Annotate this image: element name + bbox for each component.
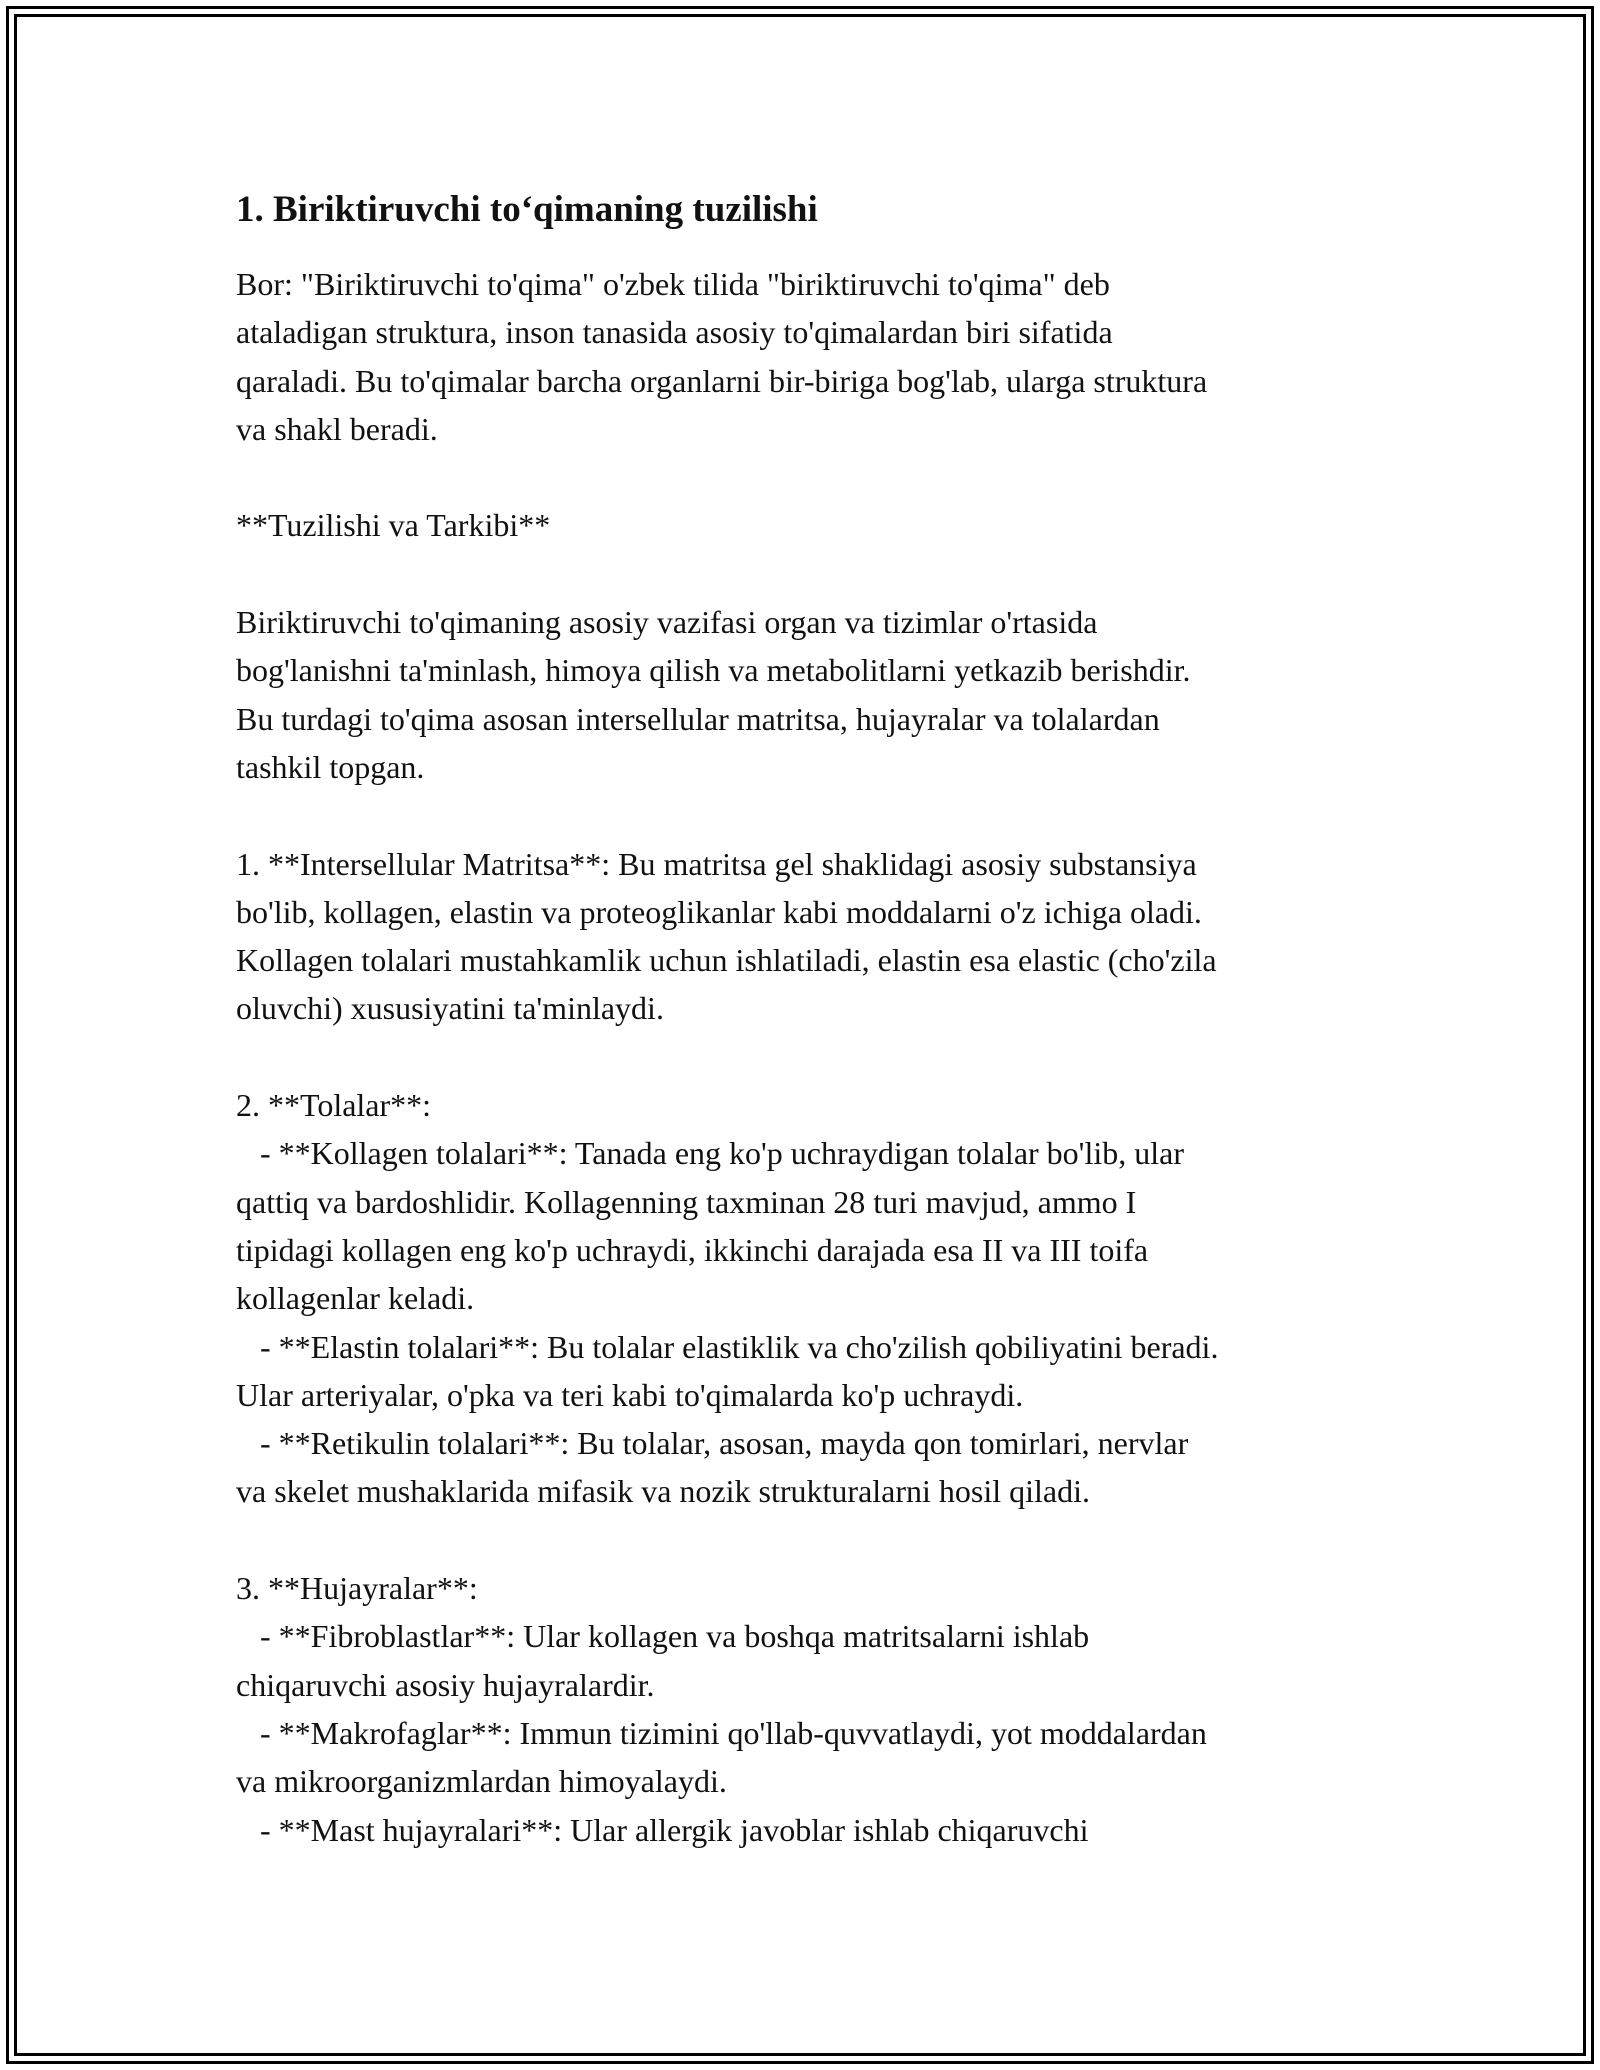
text-line: oluvchi) xususiyatini ta'minlaydi. [236, 990, 664, 1027]
document-body [236, 186, 1376, 1854]
text-line: - **Fibroblastlar**: Ular kollagen va boshqa matritsalarni ishlab [236, 1618, 1090, 1655]
blank-line [236, 791, 1376, 839]
text-line: - **Kollagen tolalari**: Tanada eng ko'p uchraydigan tolalar bo'lib, ular [236, 1135, 1184, 1172]
text-line: va shakl beradi. [236, 410, 438, 447]
text-line: 3. **Hujayralar**: [236, 1570, 478, 1607]
text-line: qattiq va bardoshlidir. Kollagenning taxminan 28 turi mavjud, ammo I [236, 1183, 1137, 1220]
blank-line [236, 1516, 1376, 1564]
text-line: - **Elastin tolalari**: Bu tolalar elastiklik va cho'zilish qobiliyatini beradi. [236, 1328, 1219, 1365]
section-heading: 1. Biriktiruvchi to‘qimaning tuzilishi [236, 189, 818, 230]
text-line: tashkil topgan. [236, 748, 425, 785]
text-line: Biriktiruvchi to'qimaning asosiy vazifasi organ va tizimlar o'rtasida [236, 604, 1098, 641]
text-line: va mikroorganizmlardan himoyalaydi. [236, 1763, 727, 1800]
text-line: **Tuzilishi va Tarkibi** [236, 507, 551, 544]
text-line: - **Retikulin tolalari**: Bu tolalar, asosan, mayda qon tomirlari, nervlar [236, 1425, 1189, 1462]
text-line: Ular arteriyalar, o'pka va teri kabi to'qimalarda ko'p uchraydi. [236, 1376, 1024, 1413]
text-line: qaraladi. Bu to'qimalar barcha organlarni bir-biriga bog'lab, ularga struktura [236, 362, 1208, 399]
text-line: - **Makrofaglar**: Immun tizimini qo'llab-quvvatlaydi, yot moddalardan [236, 1714, 1207, 1751]
text-line: Bor: "Biriktiruvchi to'qima" o'zbek tilida "biriktiruvchi to'qima" deb [236, 266, 1110, 302]
text-line: tipidagi kollagen eng ko'p uchraydi, ikkinchi darajada esa II va III toifa [236, 1231, 1149, 1268]
text-line: bog'lanishni ta'minlash, himoya qilish va metabolitlarni yetkazib berishdir. [236, 652, 1191, 689]
text-line: 1. **Intersellular Matritsa**: Bu matritsa gel shaklidagi asosiy substansiya [236, 845, 1197, 882]
text-line: bo'lib, kollagen, elastin va proteoglikanlar kabi moddalarni o'z ichiga oladi. [236, 893, 1202, 930]
blank-line [236, 1033, 1376, 1081]
blank-line [236, 550, 1376, 598]
text-line: chiqaruvchi asosiy hujayralardir. [236, 1666, 655, 1703]
text-line: 2. **Tolalar**: [236, 1087, 432, 1124]
text-line: kollagenlar keladi. [236, 1280, 475, 1317]
blank-line [236, 453, 1376, 501]
text-line: Kollagen tolalari mustahkamlik uchun ishlatiladi, elastin esa elastic (cho'zila [236, 942, 1217, 979]
text-line: - **Mast hujayralari**: Ular allergik javoblar ishlab chiqaruvchi [236, 1811, 1089, 1848]
document-text [236, 260, 1376, 1854]
text-line: va skelet mushaklarida mifasik va nozik strukturalarni hosil qiladi. [236, 1473, 1091, 1510]
text-line: Bu turdagi to'qima asosan intersellular matritsa, hujayralar va tolalardan [236, 700, 1160, 737]
text-line: ataladigan struktura, inson tanasida asosiy to'qimalardan biri sifatida [236, 314, 1113, 351]
